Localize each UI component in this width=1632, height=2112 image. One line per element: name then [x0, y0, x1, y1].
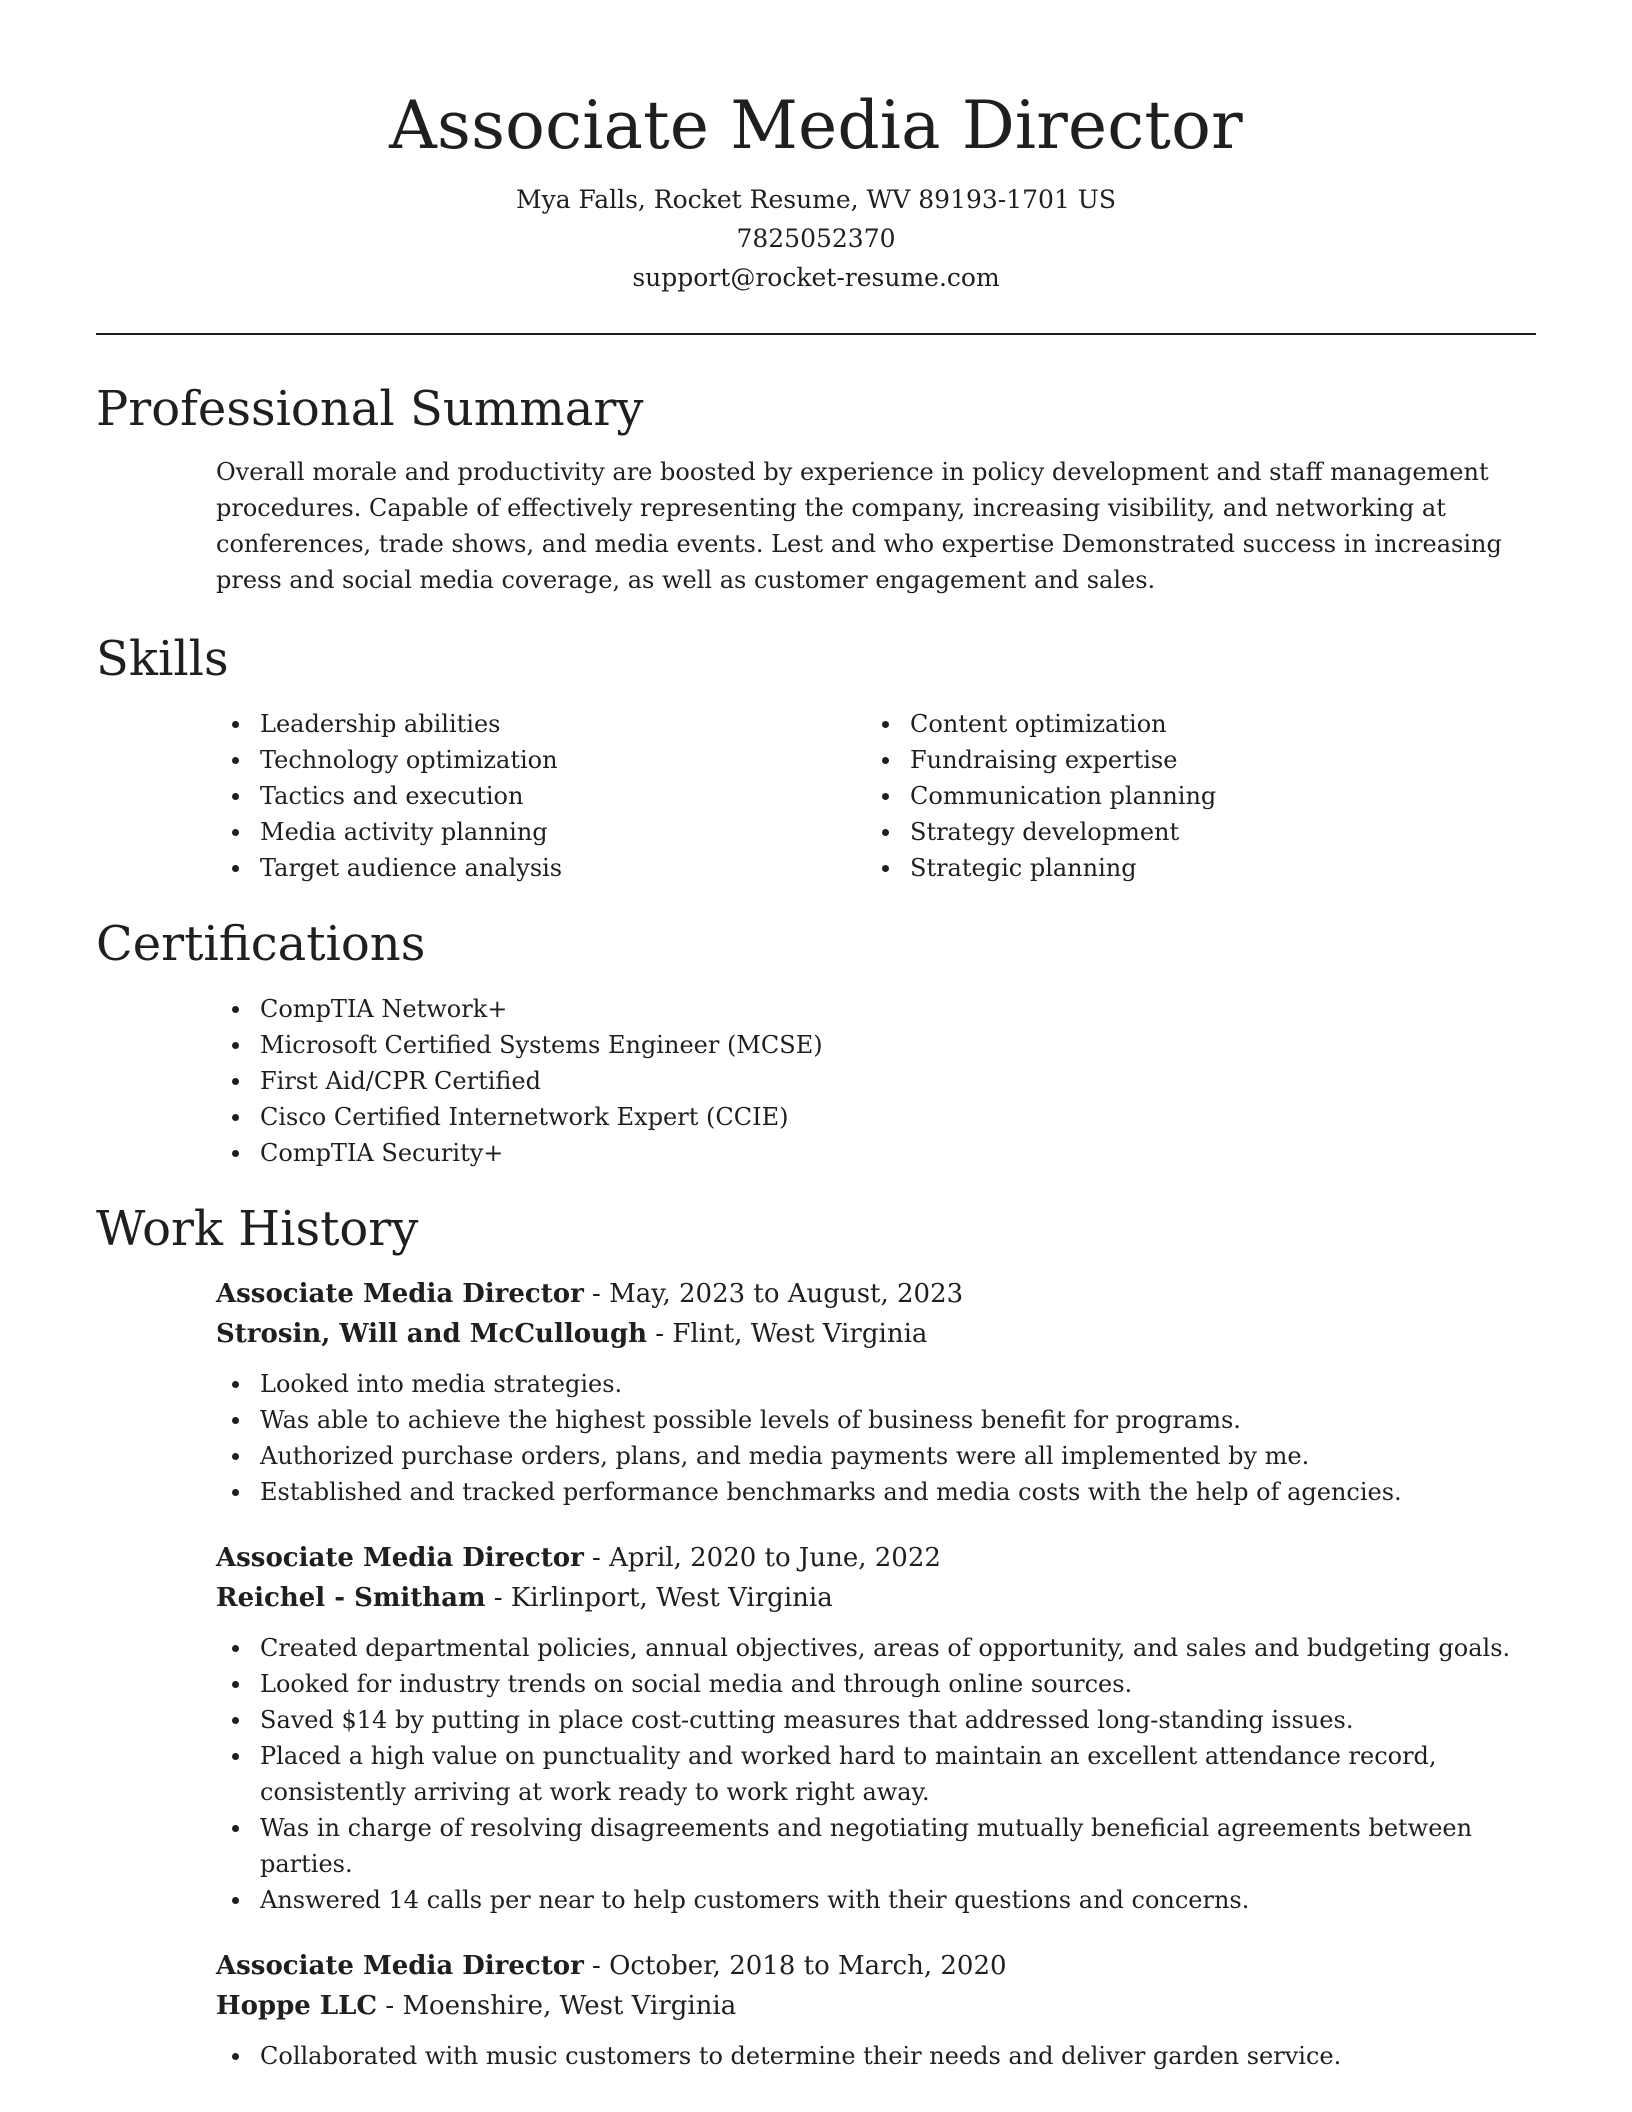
job-entry: [216, 1274, 1536, 1510]
skill-item: Target audience analysis: [216, 850, 866, 886]
job-bullet: Was able to achieve the highest possible levels of business benefit for programs.: [216, 1402, 1536, 1438]
summary-title: Professional Summary: [96, 381, 644, 437]
skill-item: Media activity planning: [216, 814, 866, 850]
job-title: Associate Media Director: [216, 1951, 584, 1981]
skill-item: Leadership abilities: [216, 706, 866, 742]
certifications-list: [216, 991, 1536, 1171]
skill-item: Strategy development: [866, 814, 1516, 850]
skills-section: [96, 630, 1536, 886]
job-bullet: Was in charge of resolving disagreements and negotiating mutually beneficial agreements between parties.: [216, 1810, 1536, 1882]
job-bullet: Looked for industry trends on social media and through online sources.: [216, 1666, 1536, 1702]
job-bullet: Collaborated with music customers to determine their needs and deliver garden service.: [216, 2038, 1536, 2074]
job-company: Hoppe LLC: [216, 1991, 378, 2021]
certification-item: CompTIA Network+: [216, 991, 1536, 1027]
job-bullets: [216, 1630, 1536, 1918]
certifications-title: Certifications: [96, 916, 426, 972]
contact-email: support@rocket-resume.com: [632, 263, 1000, 292]
skills-column-right: [866, 706, 1516, 886]
job-bullet: Created departmental policies, annual objectives, areas of opportunity, and sales and budgeting goals.: [216, 1630, 1536, 1666]
contact-block: [96, 180, 1536, 297]
job-bullet: Answered 14 calls per near to help customers with their questions and concerns.: [216, 1882, 1536, 1918]
job-dates: - May, 2023 to August, 2023: [583, 1279, 964, 1309]
job-dates: - April, 2020 to June, 2022: [583, 1543, 941, 1573]
job-bullets: [216, 2038, 1536, 2074]
skill-item: Technology optimization: [216, 742, 866, 778]
job-bullet: Established and tracked performance benchmarks and media costs with the help of agencies.: [216, 1474, 1536, 1510]
job-title-line: [216, 1274, 1536, 1314]
job-bullet: Placed a high value on punctuality and worked hard to maintain an excellent attendance record, consistently arriving at work ready to work right away.: [216, 1738, 1536, 1810]
resume-header: [96, 0, 1536, 335]
job-location: - Flint, West Virginia: [647, 1319, 928, 1349]
contact-address: Mya Falls, Rocket Resume, WV 89193-1701 US: [515, 185, 1117, 214]
job-title-line: [216, 1946, 1536, 1986]
job-bullet: Looked into media strategies.: [216, 1366, 1536, 1402]
job-title-line: [216, 1538, 1536, 1578]
job-dates: - October, 2018 to March, 2020: [583, 1951, 1007, 1981]
certifications-section: [96, 915, 1536, 1171]
work-history-title: Work History: [96, 1201, 419, 1257]
job-entry: [216, 1538, 1536, 1918]
skill-item: Content optimization: [866, 706, 1516, 742]
job-location: - Moenshire, West Virginia: [377, 1991, 737, 2021]
skills-column-left: [216, 706, 866, 886]
job-bullet: Saved $14 by putting in place cost-cutting measures that addressed long-standing issues.: [216, 1702, 1536, 1738]
job-title: Associate Media Director: [216, 1279, 584, 1309]
job-entry: [216, 1946, 1536, 2074]
skill-item: Communication planning: [866, 778, 1516, 814]
certification-item: CompTIA Security+: [216, 1135, 1536, 1171]
certification-item: Cisco Certified Internetwork Expert (CCIE): [216, 1099, 1536, 1135]
certification-item: Microsoft Certified Systems Engineer (MCSE): [216, 1027, 1536, 1063]
contact-phone: 7825052370: [736, 224, 896, 253]
resume-page: [96, 0, 1536, 2112]
summary-section: [96, 380, 1536, 598]
job-company-line: [216, 1314, 1536, 1354]
job-location: - Kirlinport, West Virginia: [485, 1583, 833, 1613]
skills-title: Skills: [96, 631, 229, 687]
job-company-line: [216, 1986, 1536, 2026]
skills-grid: [216, 706, 1536, 886]
work-history-section: [96, 1200, 1536, 2074]
job-bullets: [216, 1366, 1536, 1510]
header-divider: [96, 333, 1536, 335]
skill-item: Tactics and execution: [216, 778, 866, 814]
skill-item: Strategic planning: [866, 850, 1516, 886]
job-company: Strosin, Will and McCullough: [216, 1319, 648, 1349]
job-bullet: Authorized purchase orders, plans, and media payments were all implemented by me.: [216, 1438, 1536, 1474]
certification-item: First Aid/CPR Certified: [216, 1063, 1536, 1099]
job-title: Associate Media Director: [216, 1543, 584, 1573]
summary-text: Overall morale and productivity are boosted by experience in policy development and staff management procedures. Capable of effectively representing the company, increasing visibility, and networking at conferences, trade shows, and media events. Lest and who expertise Demonstrated success in increasing press and social media coverage, as well as customer engagement and sales.: [216, 458, 1502, 594]
skill-item: Fundraising expertise: [866, 742, 1516, 778]
job-company: Reichel - Smitham: [216, 1583, 486, 1613]
resume-name: Associate Media Director: [389, 87, 1243, 164]
job-company-line: [216, 1578, 1536, 1618]
